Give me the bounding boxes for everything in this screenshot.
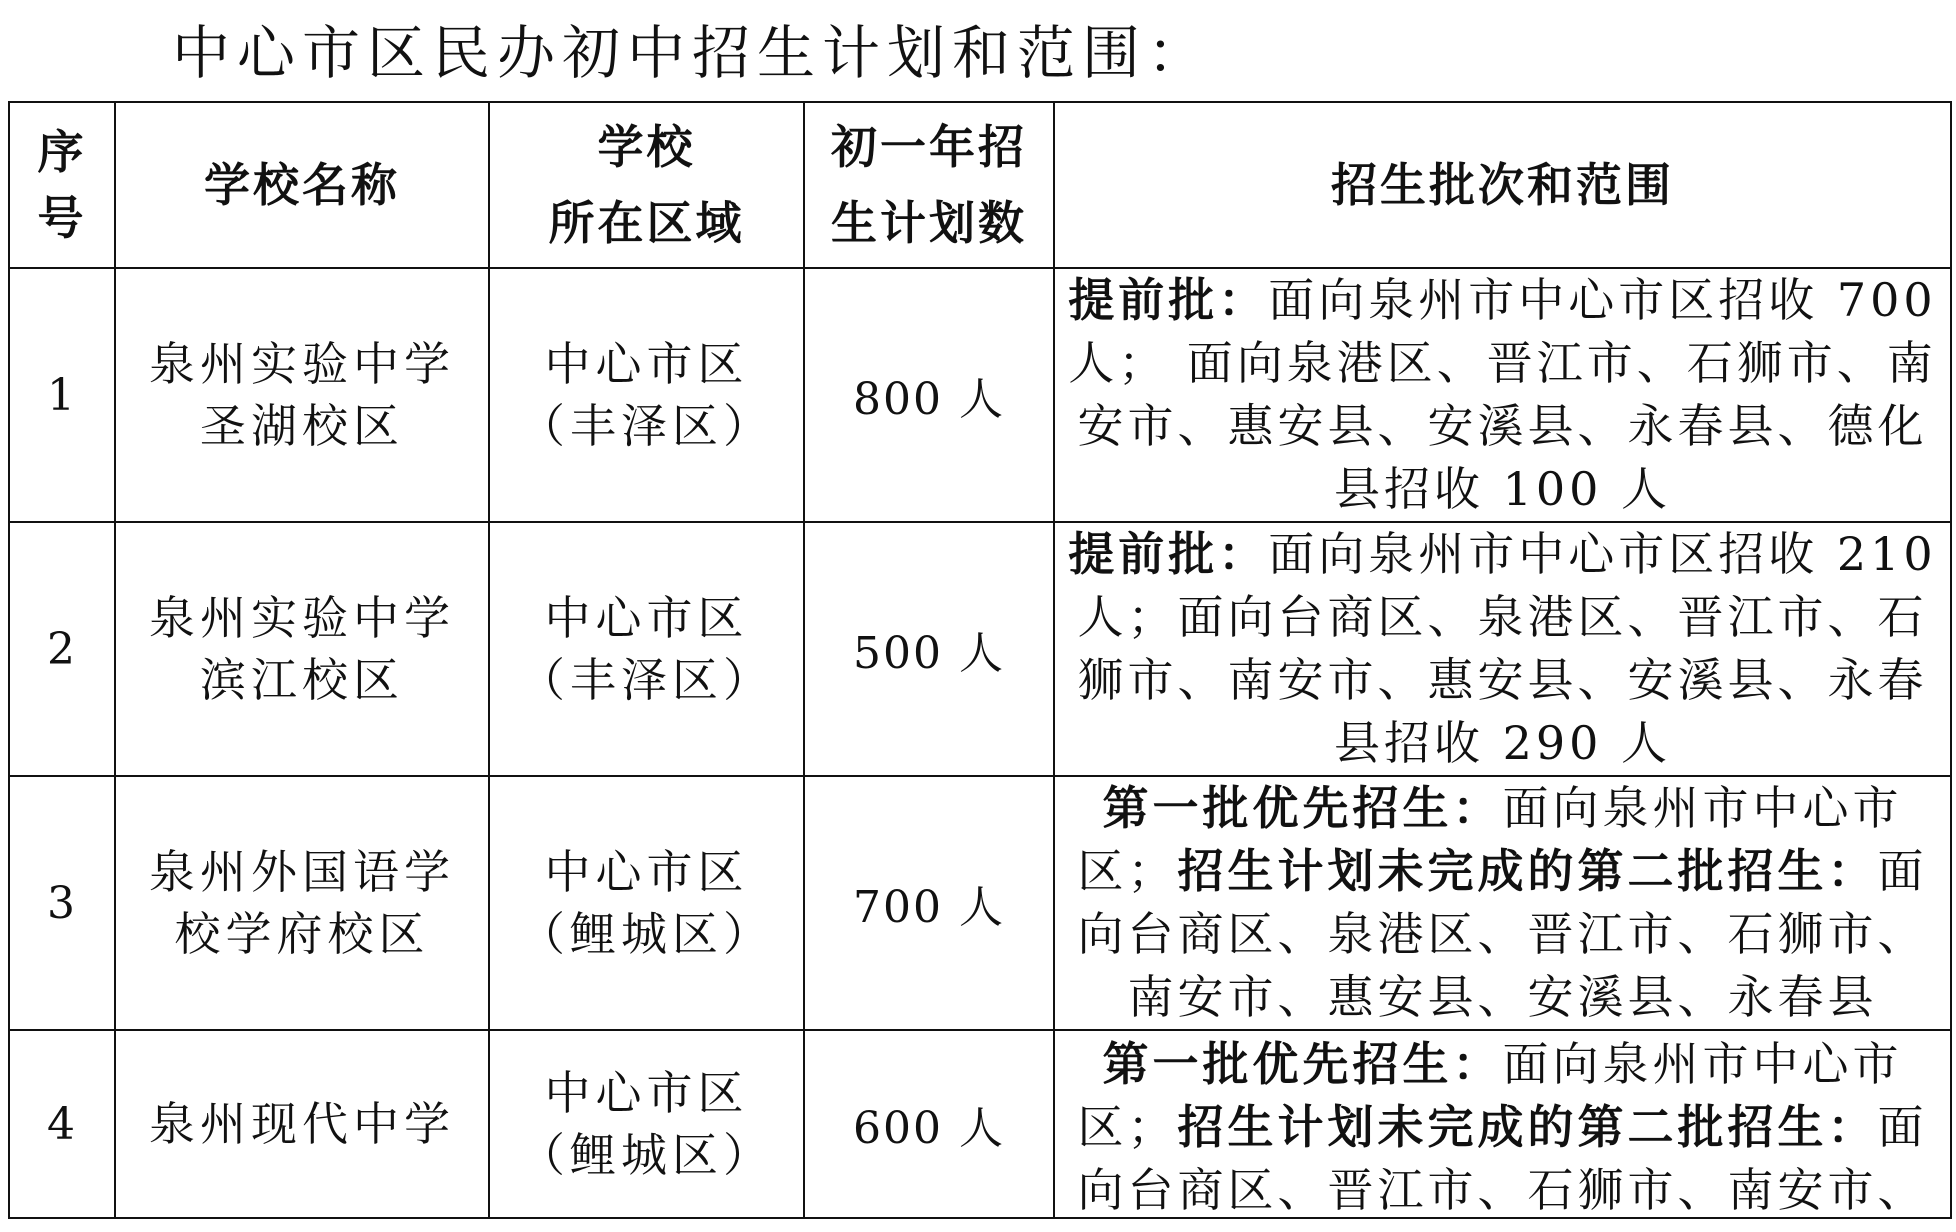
table-row	[9, 522, 1951, 776]
scope-text: 面向台商区、晋江市、石狮市、南安市、	[1077, 1100, 1928, 1215]
table-row	[9, 268, 1951, 522]
region-line-1: 中心市区	[544, 1066, 749, 1120]
row-seq: 3	[9, 776, 115, 1030]
region-line-2: （鲤城区）	[519, 907, 774, 961]
scope-batch-label: 提前批：	[1068, 527, 1269, 581]
document-title: 中心市区民办初中招生计划和范围：	[172, 19, 1213, 87]
row-seq: 4	[9, 1030, 115, 1218]
region-line-1: 中心市区	[544, 845, 749, 899]
row-scope	[1054, 776, 1951, 1030]
school-name-line-2: 滨江校区	[200, 653, 404, 707]
row-quota: 800 人	[804, 268, 1054, 522]
scope-batch-label: 提前批：	[1068, 273, 1269, 327]
header-seq	[9, 102, 115, 268]
header-quota-line-2: 生计划数	[831, 196, 1027, 250]
table-row	[9, 1030, 1951, 1218]
scope-batch-label: 招生计划未完成的第二批招生：	[1177, 844, 1878, 898]
row-quota: 700 人	[804, 776, 1054, 1030]
school-name-line-1: 泉州实验中学	[149, 591, 455, 645]
region-line-1: 中心市区	[544, 591, 749, 645]
header-region-line-2: 所在区域	[548, 196, 745, 250]
header-region	[489, 102, 804, 268]
header-seq-line-2: 号	[37, 191, 87, 245]
row-region	[489, 1030, 804, 1218]
row-school	[115, 522, 489, 776]
scope-batch-label: 第一批优先招生：	[1102, 781, 1503, 835]
row-region	[489, 268, 804, 522]
scope-batch-label: 第一批优先招生：	[1102, 1037, 1503, 1091]
scope-text: 面向台商区、泉港区、晋江市、石狮市、南安市、惠安县、安溪县、永春县	[1077, 844, 1928, 1024]
row-quota: 500 人	[804, 522, 1054, 776]
region-line-2: （丰泽区）	[519, 399, 774, 453]
scope-text: 面向泉州市中心市区招收 210 人；面向台商区、泉港区、晋江市、石狮市、南安市、惠安县、安溪县、永春县招收 290 人	[1077, 527, 1937, 770]
enrollment-table	[8, 101, 1952, 1219]
region-line-2: （鲤城区）	[519, 1128, 774, 1182]
header-scope: 招生批次和范围	[1054, 102, 1951, 268]
header-region-line-1: 学校	[597, 120, 696, 174]
row-school	[115, 1030, 489, 1218]
row-school	[115, 268, 489, 522]
header-seq-line-1: 序	[37, 125, 87, 179]
row-scope	[1054, 1030, 1951, 1218]
region-line-2: （丰泽区）	[519, 653, 774, 707]
row-quota: 600 人	[804, 1030, 1054, 1218]
table-row	[9, 776, 1951, 1030]
table-header-row	[9, 102, 1951, 268]
row-region	[489, 776, 804, 1030]
scope-text: 面向泉州市中心市区；	[1077, 781, 1903, 898]
row-region	[489, 522, 804, 776]
row-seq: 2	[9, 522, 115, 776]
school-name-line-1: 泉州现代中学	[149, 1097, 455, 1151]
scope-text: 面向泉州市中心市区；	[1077, 1037, 1903, 1154]
header-quota	[804, 102, 1054, 268]
header-school: 学校名称	[115, 102, 489, 268]
scope-batch-label: 招生计划未完成的第二批招生：	[1177, 1100, 1878, 1154]
header-quota-line-1: 初一年招	[831, 120, 1027, 174]
row-scope	[1054, 522, 1951, 776]
school-name-line-1: 泉州外国语学	[149, 845, 455, 899]
row-scope	[1054, 268, 1951, 522]
row-school	[115, 776, 489, 1030]
region-line-1: 中心市区	[544, 337, 749, 391]
school-name-line-1: 泉州实验中学	[149, 337, 455, 391]
scope-text: 面向泉州市中心市区招收 700 人； 面向泉港区、晋江市、石狮市、南安市、惠安县、安溪县、永春县、德化县招收 100 人	[1068, 273, 1937, 516]
school-name-line-2: 校学府校区	[174, 907, 430, 961]
row-seq: 1	[9, 268, 115, 522]
school-name-line-2: 圣湖校区	[200, 399, 404, 453]
